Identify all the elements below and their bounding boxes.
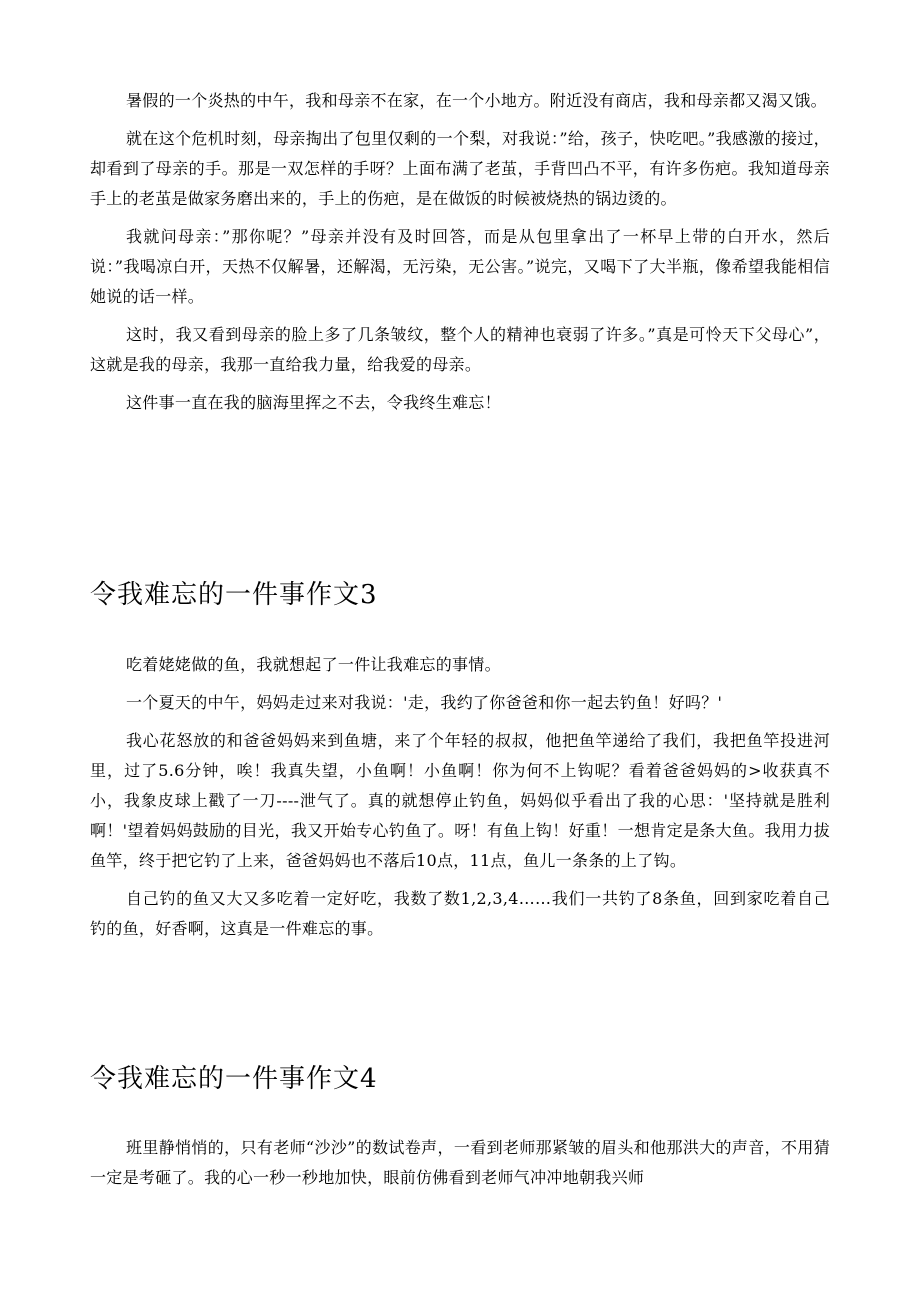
- paragraph: 吃着姥姥做的鱼，我就想起了一件让我难忘的事情。: [126, 655, 501, 674]
- essay3-section: [90, 650, 830, 944]
- essay4-section: [90, 1133, 830, 1193]
- intro-section: [90, 86, 830, 418]
- paragraph: 暑假的一个炎热的中午，我和母亲不在家，在一个小地方。附近没有商店，我和母亲都又渴又饿。: [126, 91, 827, 110]
- paragraph: 我就问母亲：”那你呢？”母亲并没有及时回答，而是从包里拿出了一杯早上带的白开水，然后说：”我喝凉白开，天热不仅解暑，还解渴，无污染，无公害。”说完，又喝下了大半瓶，像希望我能相信她说的话一样。: [90, 227, 830, 306]
- essay4-title: 令我难忘的一件事作文4: [90, 1064, 378, 1094]
- paragraph: 这件事一直在我的脑海里挥之不去，令我终生难忘！: [126, 393, 501, 412]
- paragraph: 班里静悄悄的，只有老师“沙沙”的数试卷声，一看到老师那紧皱的眉头和他那洪大的声音，不用猜一定是考砸了。我的心一秒一秒地加快，眼前仿佛看到老师气冲冲地朝我兴师: [90, 1138, 830, 1187]
- paragraph: 就在这个危机时刻，母亲掏出了包里仅剩的一个梨，对我说：”给，孩子，快吃吧。”我感激的接过，却看到了母亲的手。那是一双怎样的手呀？上面布满了老茧，手背凹凸不平，有许多伤疤。我知道母亲手上的老茧是做家务磨出来的，手上的伤疤，是在做饭的时候被烧热的锅边烫的。: [90, 129, 830, 208]
- paragraph: 自己钓的鱼又大又多吃着一定好吃，我数了数1,2,3,4……我们一共钓了8条鱼，回到家吃着自己钓的鱼，好香啊，这真是一件难忘的事。: [90, 889, 830, 938]
- paragraph: 我心花怒放的和爸爸妈妈来到鱼塘，来了个年轻的叔叔，他把鱼竿递给了我们，我把鱼竿投进河里，过了5.6分钟，唉！我真失望，小鱼啊！小鱼啊！你为何不上钩呢？看着爸爸妈妈的>收获真不小，我象皮球上戳了一刀----泄气了。真的就想停止钓鱼，妈妈似乎看出了我的心思：'坚持就是胜利啊！'望着妈妈鼓励的目光，我又开始专心钓鱼了。呀！有鱼上钩！好重！一想肯定是条大鱼。我用力拔鱼竿，终于把它钓了上来，爸爸妈妈也不落后10点，11点，鱼儿一条条的上了钩。: [90, 731, 830, 870]
- essay3-title: 令我难忘的一件事作文3: [90, 580, 378, 610]
- paragraph: 这时，我又看到母亲的脸上多了几条皱纹，整个人的精神也衰弱了许多。”真是可怜天下父母心”，这就是我的母亲，我那一直给我力量，给我爱的母亲。: [90, 325, 830, 374]
- paragraph: 一个夏天的中午，妈妈走过来对我说：'走，我约了你爸爸和你一起去钓鱼！好吗？': [126, 693, 723, 712]
